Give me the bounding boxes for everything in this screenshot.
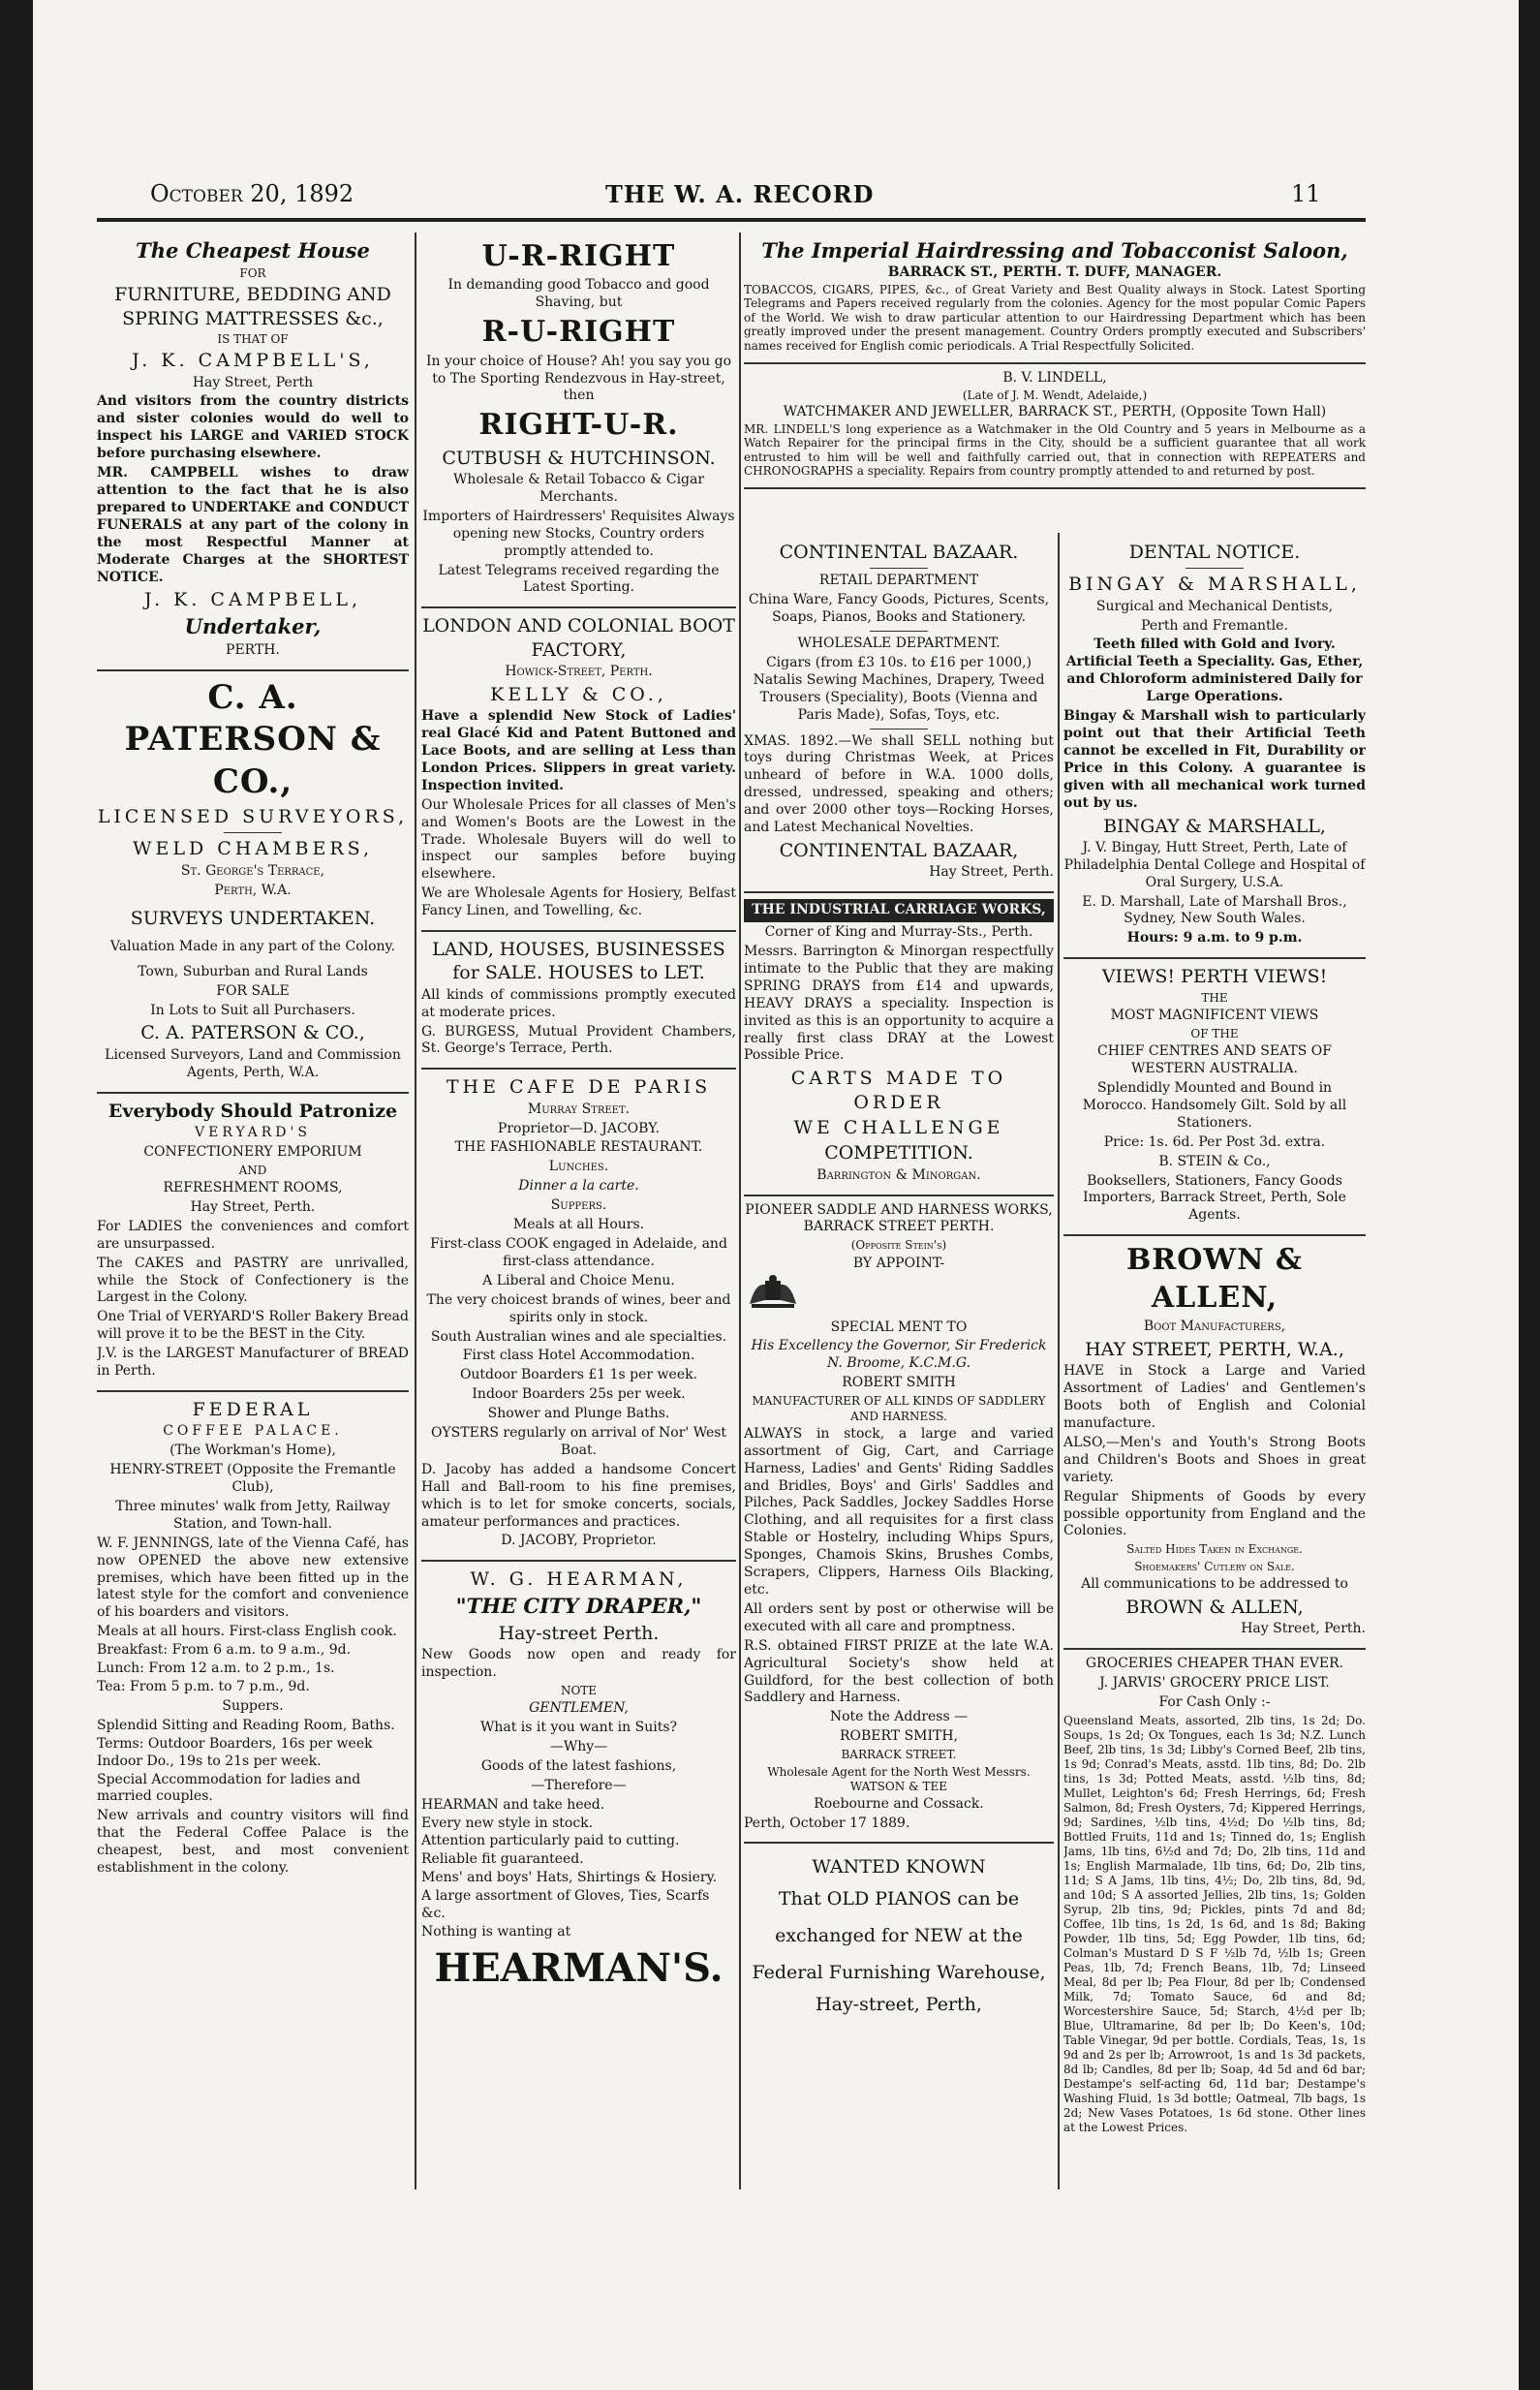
ad-text: Goods of the latest fashions, [480, 1757, 677, 1774]
ad-address: Hay-street, Perth, [816, 1994, 982, 2016]
ad-address: Hay Street, Perth. [1241, 1621, 1366, 1637]
ad-body: MR. LINDELL'S long experience as a Watchmaker in the Old Country and 5 years in Melbourne as a Watch Repairer for the principal firms in the City, should be a sufficient guarantee that all work entrusted to him will be well and faithfully carried out, that in connection with REPEATERS and CHRONOGRAPHS a speciality. Repairs from country promptly attended to and returned by post. [744, 421, 1366, 479]
ad-cafe-de-paris [421, 1070, 736, 1562]
advertiser-name: FEDERAL [192, 1399, 314, 1420]
ad-text: Roebourne and Cossack. [814, 1796, 984, 1813]
ad-signature: CONTINENTAL BAZAAR, [779, 840, 1019, 861]
ad-body: All orders sent by post or otherwise will be executed with all care and promptness. [744, 1600, 1054, 1634]
ad-headline: Everybody Should Patronize [108, 1100, 398, 1122]
ad-text: GENTLEMEN, [529, 1700, 629, 1717]
ad-text: FOR [239, 265, 266, 280]
advertiser-name: LONDON AND COLONIAL BOOT FACTORY, [422, 615, 735, 661]
ad-text: Cigars (from £3 10s. to £16 per 1000,) Natalis Sewing Machines, Drapery, Tweed Trousers (Speciality), Boots (Vienna and Paris Made), Sofas, Toys, etc. [753, 654, 1045, 723]
issue-date: October 20, 1892 [150, 180, 354, 207]
ad-text: Tea: From 5 p.m. to 7 p.m., 9d. [97, 1679, 310, 1694]
header-rule [97, 218, 1366, 222]
ad-text: Splendid Sitting and Reading Room, Baths. [97, 1717, 395, 1733]
ad-subtitle: LICENSED SURVEYORS, [97, 806, 409, 828]
ad-headline: The Imperial Hairdressing and Tobacconist Saloon, [761, 238, 1348, 263]
ad-address: Hay-street Perth. [498, 1622, 660, 1644]
ad-headline: RIGHT-U-R. [478, 408, 679, 443]
divider [224, 832, 282, 833]
ad-body: Our Wholesale Prices for all classes of Men's and Women's Boots are the Lowest in the Trade. Wholesale Buyers will do well to inspect our samples before buying elsewhere. [421, 796, 736, 883]
ad-headline: R-U-RIGHT [481, 315, 676, 350]
ad-text: A large assortment of Gloves, Ties, Scarfs &c. [421, 1888, 710, 1922]
ad-signature: BINGAY & MARSHALL, [1103, 815, 1326, 837]
ad-text: Perth and Fremantle. [1141, 617, 1288, 634]
ad-text: Importers of Hairdressers' Requisites Always opening new Stocks, Country orders promptly attended to. [422, 508, 735, 559]
ad-text: J. V. Bingay, Hutt Street, Perth, Late of Philadelphia Dental College and Hospital of Oral Surgery, U.S.A. [1063, 839, 1366, 890]
ad-text: OF THE [1190, 1026, 1239, 1040]
ad-text: Price: 1s. 6d. Per Post 3d. extra. [1103, 1133, 1326, 1150]
ad-text: SURVEYS UNDERTAKEN. [130, 908, 376, 930]
ad-body: J.V. is the LARGEST Manufacturer of BREAD in Perth. [97, 1346, 409, 1380]
ad-text: Splendidly Mounted and Bound in Morocco. Handsomely Gilt. Sold by all Stationers. [1082, 1080, 1347, 1131]
ad-text: Perth, W.A. [214, 882, 292, 898]
advertiser-name: CONTINENTAL BAZAAR. [779, 542, 1019, 563]
ad-address: Murray Street. [527, 1101, 631, 1117]
ad-subtitle: COFFEE PALACE. [163, 1423, 343, 1440]
ad-text: AND [238, 1163, 267, 1177]
ad-text: Proprietor—D. JACOBY. [497, 1120, 661, 1136]
ad-text: Terms: Outdoor Boarders, 16s per week Indoor Do., 19s to 21s per week. [97, 1735, 373, 1769]
ad-text: Outdoor Boarders £1 1s per week. [459, 1367, 698, 1383]
advertiser-name: B. V. LINDELL, [1002, 369, 1107, 386]
ad-text: China Ware, Fancy Goods, Pictures, Scents, Soaps, Pianos, Books and Stationery. [748, 592, 1050, 626]
ad-signature: ROBERT SMITH, [839, 1728, 959, 1745]
ad-text: SPECIAL MENT TO [830, 1319, 968, 1335]
advertiser-name: BROWN & ALLEN, [1125, 1243, 1304, 1315]
ad-signature: B. STEIN & Co., [1158, 1153, 1271, 1169]
ad-cutbush [421, 233, 736, 608]
ad-text: The very choicest brands of wines, beer and spirits only in stock. [426, 1291, 731, 1325]
ad-body: Have a splendid New Stock of Ladies' real Glacé Kid and Patent Buttoned and Lace Boots, and are selling at Less than London Prices. Slippers in great variety. Inspection invited. [421, 708, 736, 793]
price-list: Queensland Meats, assorted, 2lb tins, 1s 2d; Do. Soups, 1s 2d; Ox Tongues, each 1s 3d; N.Z. Lunch Beef, 2lb tins, 1s 3d; Libby's Corned Beef, 2lb tins, 1s 9d; Conrad's Meats, asstd. 1lb tins, 8d; Do. 2lb tins, 1s 3d; Potted Meats, asstd. ½lb tins, 8d; Mullet, Leighton's 6d; Fresh Herrings, 6d; Fresh Salmon, 8d; Fresh Oysters, 7d; Kippered Herrings, 9d; Sardines, ½lb tins, 4½d; Do ½lb tins, 8d; Bottled Fruits, 11d and 1s; Tinned do, 1s; English Jams, 1lb tins, 6½d and 7d; Do, 2lb tins, 11d and 1s; English Marmalade, 1lb tins, 6d; Do, 2lb tins, 11d; S A Jams, 1lb tins, 4½; Do, 2lb tins, 8d, 9d, and 10d; S A assorted Jellies, 2lb tins, 1s; Golden Syrup, 2lb tins, 9d; Pickles, pints 7d and 8d; Coffee, 1lb tins, 1s 2d, 1s 6d, and 1s 8d; Baking Powder, 1lb tins, 5d; Egg Powder, 1lb tins, 6d; Colman's Mustard D S F ½lb 7d, ½lb 1s; Green Peas, 1lb, 7d; French Beans, 1lb, 7d; Linseed Meal, 8d per lb; Pea Flour, 8d per lb; Condensed Milk, 7d; Tomato Sauce, 6d and 8d; Worcestershire Sauce, 5d; Starch, 4½d per lb; Blue, Ultramarine, 8d per lb; Do Keen's, 10d; Table Vinegar, 9d per bottle. Cordials, Teas, 1s, 1s 9d and 2s per lb; Arrowroot, 1s and 1s 3d packets, 8d lb; Candles, 8d per lb; Soap, 4d 5d and 6d bar; Destampe's self-acting 6d, 11d bar; Destampe's Washing Fluid, 1s 3d bottle; Oatmeal, 7lb bags, 1s 2d; New Vases Potatoes, 1s 6d stone. Other lines at the Lowest Prices. [1063, 1713, 1366, 2134]
ad-subtitle: WHOLESALE DEPARTMENT. [797, 636, 1001, 652]
ad-campbell [97, 233, 409, 671]
ad-body: New arrivals and country visitors will find that the Federal Coffee Palace is the cheapest, best, and most convenient establishment in the colony. [97, 1808, 409, 1877]
ad-dental [1063, 535, 1366, 959]
divider [870, 631, 928, 632]
ad-body: All kinds of commissions promptly executed at moderate prices. [421, 986, 736, 1020]
ad-body: ALSO,—Men's and Youth's Strong Boots and Children's Boots and Shoes in great variety. [1063, 1434, 1366, 1485]
ad-text: Three minutes' walk from Jetty, Railway Station, and Town-hall. [115, 1498, 390, 1532]
ad-text: E. D. Marshall, Late of Marshall Bros., Sydney, New South Wales. [1082, 893, 1347, 927]
page-right-edge [1519, 0, 1540, 2390]
divider [1186, 568, 1244, 569]
ad-body: W. F. JENNINGS, late of the Vienna Café, has now OPENED the above new extensive premises, which have been fitted up in the latest style for the comfort and convenience of his boarders and visitors. [97, 1535, 409, 1621]
ad-text: Valuation Made in any part of the Colony. [109, 938, 396, 954]
ad-body: D. Jacoby has added a handsome Concert Hall and Ball-room to his fine premises, which is to let for smoke concerts, socials, amateur performances and practices. [421, 1461, 736, 1530]
column-4 [1063, 535, 1366, 2189]
ad-text: CHIEF CENTRES AND SEATS OF WESTERN AUSTRALIA. [1097, 1043, 1332, 1077]
ad-signature: BROWN & ALLEN, [1125, 1596, 1304, 1618]
ad-body: Messrs. Barrington & Minorgan respectfully intimate to the Public that they are making SPRING DRAYS from £14 and upwards, HEAVY DRAYS a speciality. Inspection is invited as this is an opportunity to acquire a really first class DRAY at the Lowest Possible Price. [744, 944, 1054, 1064]
ad-continental-bazaar [744, 535, 1054, 893]
ad-text: NOTE [560, 1683, 598, 1697]
ad-body: That OLD PIANOS can be exchanged for NEW at the Federal Furnishing Warehouse, [752, 1888, 1046, 1984]
ad-text: WATCHMAKER AND JEWELLER, BARRACK ST., PERTH, (Opposite Town Hall) [783, 404, 1327, 420]
ad-signature: D. JACOBY, Proprietor. [501, 1533, 657, 1549]
ad-carriage-works [744, 893, 1054, 1195]
ad-text: A Liberal and Choice Menu. [482, 1272, 675, 1288]
ad-headline: VIEWS! PERTH VIEWS! [1101, 966, 1328, 988]
ad-text: Indoor Boarders 25s per week. [472, 1386, 686, 1403]
ad-signature: Barrington & Minorgan. [816, 1166, 981, 1183]
ad-signature: G. BURGESS, Mutual Provident Chambers, St. George's Terrace, Perth. [421, 1023, 736, 1057]
royal-crest-icon [744, 1275, 802, 1312]
advertiser-name: J. K. CAMPBELL'S, [132, 350, 374, 372]
divider [870, 568, 928, 569]
ad-text: Lunch: From 12 a.m. to 2 p.m., 1s. [97, 1661, 335, 1677]
ad-text: CONFECTIONERY EMPORIUM [143, 1143, 362, 1160]
ad-text: Booksellers, Stationers, Fancy Goods Importers, Barrack Street, Perth, Sole Agents. [1083, 1172, 1346, 1224]
ad-address: Hay Street, Perth [192, 374, 314, 390]
ad-text: THE [1201, 990, 1228, 1005]
ad-address: Hay Street, Perth. [190, 1198, 316, 1215]
ad-address: BARRACK ST., PERTH. T. DUFF, MANAGER. [887, 264, 1222, 281]
ad-text: ROBERT SMITH [842, 1375, 956, 1391]
ad-body: MR. CAMPBELL wishes to draw attention to the fact that he is also prepared to UNDERTAKE and CONDUCT FUNERALS at any part of the colony in the most Respectful Manner at Moderate Charges at the SHORTEST NOTICE. [97, 465, 409, 585]
ad-text: First class Hotel Accommodation. [462, 1348, 695, 1364]
column-1 [97, 233, 409, 2189]
ad-text: COMPETITION. [824, 1142, 973, 1164]
ad-text: All communications to be addressed to [1081, 1576, 1348, 1593]
page-number: 11 [1291, 180, 1321, 207]
ad-text: HEARMAN and take heed. [421, 1796, 605, 1813]
ad-pianos [744, 1844, 1054, 2027]
ad-duff [744, 233, 1366, 364]
column-rule [739, 233, 741, 2189]
ad-address: BARRACK STREET. [841, 1748, 957, 1762]
ad-text: Wholesale Agent for the North West Messrs. WATSON & TEE [767, 1764, 1031, 1793]
ad-text: WE CHALLENGE [793, 1117, 1004, 1138]
ad-text: In demanding good Tobacco and good Shaving, but [447, 277, 710, 311]
ad-text: Breakfast: From 6 a.m. to 9 a.m., 9d. [97, 1642, 352, 1659]
advertiser-name: J. JARVIS' GROCERY PRICE LIST. [1099, 1675, 1330, 1692]
ad-body: Bingay & Marshall wish to particularly point out that their Artificial Teeth cannot be excelled in Fit, Durability or Price in this Colony. A guarantee is given with all mechanical work turned out by us. [1063, 708, 1366, 811]
ad-body: We are Wholesale Agents for Hosiery, Belfast Fancy Linen, and Towelling, &c. [421, 885, 736, 919]
ad-text: Every new style in stock. [421, 1815, 594, 1831]
ad-text: HENRY-STREET (Opposite the Fremantle Club), [109, 1462, 396, 1496]
ad-body: The CAKES and PASTRY are unrivalled, while the Stock of Confectionery is the Largest in the Colony. [97, 1255, 409, 1306]
ad-text: Mens' and boys' Hats, Shirtings & Hosiery. [421, 1870, 718, 1886]
ad-text: —Why— [549, 1738, 608, 1754]
ad-text: Meals at all Hours. [512, 1217, 645, 1233]
advertiser-name: THE INDUSTRIAL CARRIAGE WORKS, [744, 899, 1054, 922]
ad-headline: U-R-RIGHT [481, 239, 676, 273]
ad-text: MOST MAGNIFICENT VIEWS [1110, 1007, 1319, 1023]
ad-body: One Trial of VERYARD'S Roller Bakery Bread will prove it to be the BEST in the City. [97, 1309, 409, 1343]
ad-headline: The Cheapest House [136, 238, 370, 263]
ad-text: Shoemakers' Cutlery on Sale. [1134, 1559, 1295, 1573]
advertiser-name: BINGAY & MARSHALL, [1068, 574, 1361, 596]
ad-text: Meals at all hours. First-class English cook. [97, 1624, 397, 1640]
ad-signature-place: PERTH. [226, 641, 280, 658]
ad-kelly [421, 608, 736, 932]
column-3 [744, 535, 1054, 2189]
ad-body: Teeth filled with Gold and Ivory. Artificial Teeth a Speciality. Gas, Ether, and Chloroform administered Daily for Large Operations. [1065, 636, 1364, 705]
advertiser-name: VERYARD'S [195, 1124, 311, 1140]
ad-text: Perth, October 17 1889. [744, 1816, 910, 1832]
ad-address: HAY STREET, PERTH, W.A., [1085, 1338, 1344, 1360]
ad-text: OYSTERS regularly on arrival of Nor' West Boat. [430, 1425, 727, 1458]
ad-burgess [421, 932, 736, 1070]
ad-text: CARTS MADE TO ORDER [790, 1068, 1007, 1113]
ad-text: Lunches. [548, 1159, 609, 1175]
ad-headline: LAND, HOUSES, BUSINESSES for SALE. HOUSES to LET. [432, 939, 725, 984]
ad-text: First-class COOK engaged in Adelaide, and first-class attendance. [430, 1235, 727, 1269]
ad-subtitle: RETAIL DEPARTMENT [818, 573, 979, 589]
advertiser-name: CUTBUSH & HUTCHINSON. [442, 447, 716, 469]
ad-headline: GROCERIES CHEAPER THAN EVER. [1085, 1656, 1344, 1672]
ad-text: Reliable fit guaranteed. [421, 1851, 584, 1868]
column-2 [421, 233, 736, 2189]
ad-headline: HEARMAN'S. [434, 1944, 724, 1991]
ad-hearman [421, 1562, 736, 2002]
ad-subtitle: Boot Manufacturers, [1143, 1319, 1286, 1335]
ad-text: St. George's Terrace, [180, 862, 325, 879]
ad-signature-title: Undertaker, [184, 613, 322, 638]
ad-text: Shower and Plunge Baths. [487, 1406, 670, 1422]
ad-text: (Late of J. M. Wendt, Adelaide,) [962, 388, 1148, 402]
ad-body: And visitors from the country districts and sister colonies would do well to inspect his LARGE and VARIED STOCK before purchasing elsewhere. [97, 393, 409, 462]
ad-text: His Excellency the Governor, Sir Frederick N. Broome, K.C.M.G. [751, 1338, 1047, 1372]
ad-text: In Lots to Suit all Purchasers. [150, 1002, 355, 1018]
ad-headline: WANTED KNOWN [812, 1856, 986, 1878]
ad-text: —Therefore— [531, 1777, 627, 1793]
ad-lindell [744, 364, 1366, 490]
page-binding-edge [0, 0, 33, 2390]
column-rule [415, 233, 416, 2189]
ad-text: (Opposite Stein's) [850, 1238, 947, 1253]
ad-body: HAVE in Stock a Large and Varied Assortment of Ladies' and Gentlemen's Boots both of English and Colonial manufacture. [1063, 1363, 1366, 1431]
ad-text: Hours: 9 a.m. to 9 p.m. [1126, 930, 1303, 947]
ad-signature: C. A. PATERSON & CO., [140, 1022, 365, 1044]
ad-text: Latest Telegrams received regarding the Latest Sporting. [438, 562, 720, 596]
ad-text: Note the Address — [829, 1709, 969, 1725]
ad-text: For Cash Only :- [1158, 1693, 1271, 1710]
ad-jarvis [1063, 1650, 1366, 2145]
ad-text: THE FASHIONABLE RESTAURANT. [454, 1139, 703, 1156]
ad-text: Suppers. [222, 1697, 284, 1714]
ad-text: MANUFACTURER OF ALL KINDS OF SADDLERY AND HARNESS. [752, 1394, 1046, 1423]
ad-headline: DENTAL NOTICE. [1128, 542, 1301, 563]
ad-body: ALWAYS in stock, a large and varied assortment of Gig, Cart, and Carriage Harness, Ladies' and Gents' Riding Saddles and Bridles, Boys' and Girls' Saddles and Pilches, Pack Saddles, Jockey Saddles Horse Clothing, and all requisites for a first class Stable or Hostelry, including Whips Spurs, Sponges, Chamois Skins, Brushes Combs, Scrapers, Clippers, Harness Oils Blacking, etc. [744, 1425, 1054, 1599]
ad-text: Town, Suburban and Rural Lands [138, 963, 368, 979]
ad-address: Howick-Street, Perth. [505, 663, 653, 679]
advertiser-name: C. A. PATERSON & CO., [124, 677, 382, 801]
ad-body: TOBACCOS, CIGARS, PIPES, &c., of Great Variety and Best Quality always in Stock. Latest Sporting Telegrams and Papers received regularly from the colonies. Agency for the most popular Comic Papers of the World. We wish to draw particular attention to our Hairdressing Department which has been greatly improved under the present management. Country Orders promptly executed and Subscribers' names received for English comic periodicals. A Trial Respectfully Solicited. [744, 282, 1366, 353]
ad-text: BY APPOINT- [852, 1255, 945, 1271]
ad-text: WELD CHAMBERS, [132, 838, 374, 860]
advertiser-name: THE CAFE DE PARIS [446, 1076, 712, 1099]
ad-subtitle: KELLY & CO., [490, 683, 667, 705]
ad-text: Licensed Surveyors, Land and Commission Agents, Perth, W.A. [105, 1046, 401, 1080]
ad-address: Corner of King and Murray-Sts., Perth. [764, 924, 1033, 941]
ad-text: (The Workman's Home), [169, 1443, 336, 1459]
ad-text: Special Accommodation for ladies and married couples. [97, 1771, 361, 1805]
advertiser-name: PIONEER SADDLE AND HARNESS WORKS, BARRACK STREET PERTH. [745, 1201, 1053, 1235]
ad-body: For LADIES the conveniences and comfort are unsurpassed. [97, 1218, 409, 1252]
ad-text: Dinner a la carte. [518, 1178, 639, 1195]
ad-text: Wholesale & Retail Tobacco & Cigar Merchants. [452, 472, 705, 505]
ad-federal [97, 1392, 409, 1887]
ad-paterson [97, 671, 409, 1094]
ad-robert-smith [744, 1196, 1054, 1845]
ad-text: South Australian wines and ale specialties. [430, 1328, 727, 1345]
ad-text: Salted Hides Taken in Exchange. [1126, 1542, 1303, 1557]
ad-signature: J. K. CAMPBELL, [143, 589, 362, 611]
ad-body: R.S. obtained FIRST PRIZE at the late W.A. Agricultural Society's show held at Guildford, for the best collection of both Saddlery and Harness. [744, 1637, 1054, 1706]
ad-text: In your choice of House? Ah! you say you go to The Sporting Rendezvous in Hay-street, then [425, 353, 732, 404]
ad-views [1063, 959, 1366, 1236]
ad-body: XMAS. 1892.—We shall SELL nothing but toys during Christmas Week, at Prices unheard of before in W.A. 1000 dolls, dressed, undressed, speaking and others; and over 2000 other toys—Rocking Horses, and Latest Mechanical Novelties. [744, 732, 1054, 836]
newspaper-title: THE W. A. RECORD [605, 180, 875, 208]
ad-text: REFRESHMENT ROOMS, [163, 1180, 343, 1196]
ad-veryard [97, 1094, 409, 1392]
ad-address: Hay Street, Perth. [929, 864, 1054, 881]
ad-text: FOR SALE [216, 982, 290, 999]
ad-text: Nothing is wanting at [421, 1923, 571, 1940]
ad-body: Regular Shipments of Goods by every possible opportunity from England and the Colonies. [1063, 1488, 1366, 1539]
ad-text: IS THAT OF [217, 331, 289, 346]
ad-text: Suppers. [550, 1197, 607, 1214]
ad-text: Attention particularly paid to cutting. [421, 1833, 680, 1849]
ad-subtitle: "THE CITY DRAPER," [455, 1593, 702, 1618]
ad-subtitle: Surgical and Mechanical Dentists, [1095, 598, 1334, 614]
ad-text: What is it you want in Suits? [479, 1719, 678, 1735]
ad-text: FURNITURE, BEDDING AND SPRING MATTRESSES &c., [114, 284, 391, 329]
advertiser-name: W. G. HEARMAN, [470, 1568, 688, 1591]
ad-body: New Goods now open and ready for inspection. [421, 1646, 736, 1680]
page-header [150, 180, 1361, 219]
ad-brown-allen [1063, 1236, 1366, 1650]
wide-ads [744, 233, 1366, 489]
column-rule [1058, 533, 1060, 2189]
